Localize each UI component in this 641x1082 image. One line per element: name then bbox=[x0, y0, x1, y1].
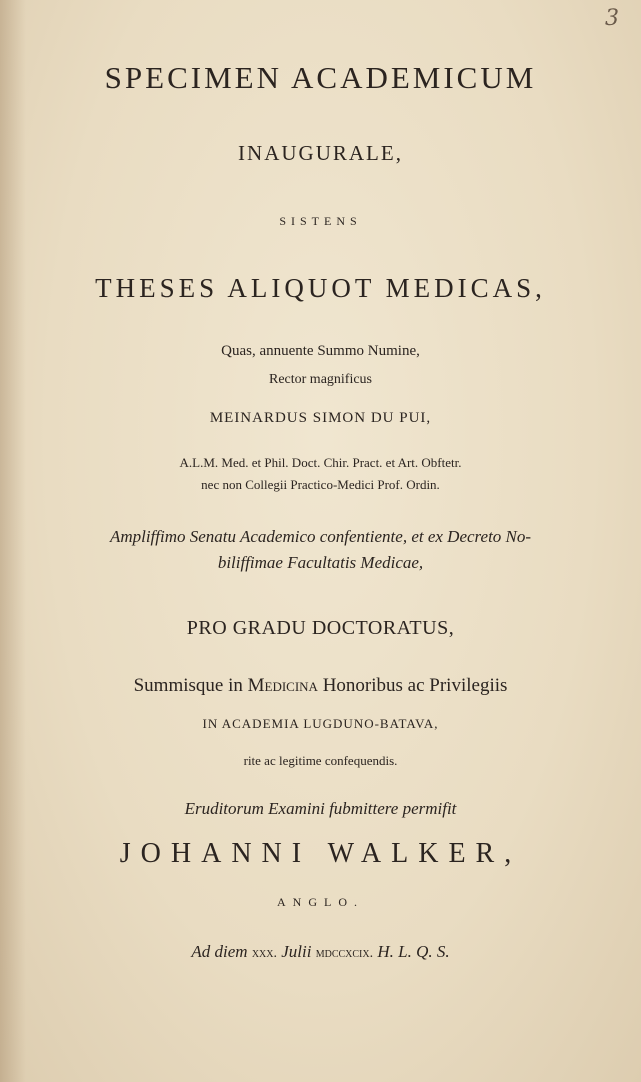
summisque-medicina: Medicina bbox=[247, 675, 318, 696]
senatu-line-2: biliffimae Facultatis Medicae, bbox=[217, 553, 424, 572]
quas-line: Quas, annuente Summo Numine, bbox=[221, 343, 420, 359]
academia-line: IN ACADEMIA LUGDUNO-BATAVA, bbox=[202, 716, 439, 731]
date-day: xxx. bbox=[251, 946, 277, 961]
subtitle-inaugurale: INAUGURALE, bbox=[238, 141, 403, 165]
date-pre: Ad diem bbox=[191, 942, 252, 961]
summisque-pre: Summisque in bbox=[133, 675, 248, 696]
summisque-post: Honoribus ac Privilegiis bbox=[317, 675, 508, 696]
theses-heading: THESES ALIQUOT MEDICAS, bbox=[95, 273, 546, 303]
date-year: mdccxcix. bbox=[315, 946, 374, 961]
author-name: JOHANNI WALKER, bbox=[119, 838, 522, 869]
date-line bbox=[0, 942, 641, 962]
anglo-line: ANGLO. bbox=[277, 895, 364, 909]
rector-name: MEINARDUS SIMON DU PUI, bbox=[209, 410, 432, 426]
page-number-mark: 3 bbox=[605, 6, 619, 31]
rector-line: Rector magnificus bbox=[268, 372, 373, 387]
title-specimen: SPECIMEN ACADEMICUM bbox=[104, 60, 537, 95]
pro-gradu-line: PRO GRADU DOCTORATUS, bbox=[186, 617, 455, 639]
date-post: H. L. Q. S. bbox=[373, 942, 450, 961]
rector-titles: A.L.M. Med. et Phil. Doct. Chir. Pract. et Art. Obftetr. bbox=[179, 455, 462, 470]
rector-collegii: nec non Collegii Practico-Medici Prof. Ordin. bbox=[201, 477, 440, 492]
summisque-line bbox=[0, 675, 641, 697]
senatu-line-1: Ampliffimo Senatu Academico confentiente, et ex Decreto No- bbox=[109, 527, 532, 546]
eruditorum-line: Eruditorum Examini fubmittere permifit bbox=[184, 799, 457, 818]
sistens-line: SISTENS bbox=[279, 214, 362, 228]
rite-line: rite ac legitime confequendis. bbox=[243, 753, 398, 768]
date-month: Julii bbox=[276, 942, 316, 961]
